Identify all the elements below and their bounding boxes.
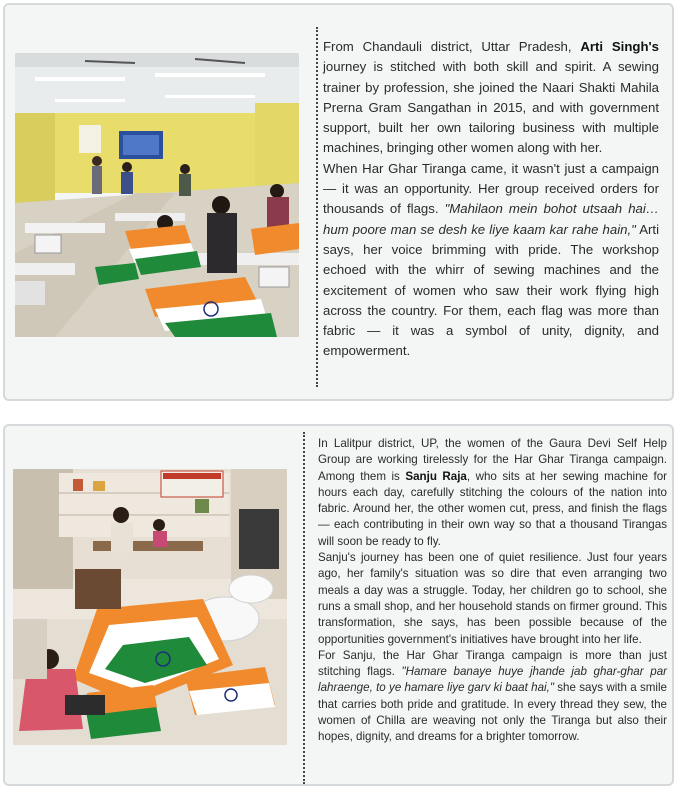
paragraph-text: Arti says, her voice brimming with pride. The workshop echoed with the whirr of sewing machines and the excitement of women who saw their work flying high across the country. For them, each flag was more than fabric — it was a symbol of unity, dignity, and empowerment.: [323, 221, 660, 359]
story-card-arti-singh: [3, 3, 674, 401]
sewing-workshop-image: [15, 53, 299, 337]
story-text: [318, 436, 667, 746]
women-stitching-flags-image: [13, 469, 287, 745]
paragraph-text: she says with a smile that carries both pride and gratitude. In every thread they sew, the women of Chilla are weaving not only the Tiranga but also their hopes, dignity, and dreams for a brighter tomorrow.: [318, 681, 667, 744]
paragraph-text: journey is stitched with both skill and spirit. A sewing trainer by profession, she joined the Naari Shakti Mahila Prerna Gram Sangathan in 2015, and with government support, built her own tailoring business with multiple machines, bringing other women along with her.: [323, 59, 659, 156]
workshop-photo: [15, 53, 299, 337]
quote: "Mahilaon mein bohot utsaah hai… hum poore man se desh ke liye kaam kar rahe hain,": [323, 201, 659, 237]
paragraph-text: , who sits at her sewing machine for hours each day, carefully stitching the colours of the nation into fabric. Around her, the other women cut, press, and finish the flags — each contributing in their own way so that a thousand Tirangas will soon be ready to fly.: [318, 469, 668, 548]
person-name: Arti Singh's: [580, 39, 659, 54]
dotted-divider: [316, 27, 318, 387]
story-paragraph: [318, 436, 667, 550]
paragraph-text: From Chandauli district, Uttar Pradesh,: [323, 39, 581, 54]
story-paragraph: [318, 648, 667, 746]
quote: "Hamare banaye huye jhande jab ghar-ghar par lahraenge, to ye hamare liye garv ki baat hai,": [318, 665, 667, 695]
paragraph-text: When Har Ghar Tiranga came, it wasn't just a campaign — it was an opportunity. Her group received orders for thousands of flags.: [323, 160, 659, 217]
story-card-sanju-raja: [3, 424, 674, 786]
person-name: Sanju Raja: [405, 469, 467, 483]
story-text: [323, 37, 659, 362]
shg-photo: [13, 469, 287, 745]
dotted-divider: [303, 432, 305, 784]
story-paragraph: [323, 37, 659, 159]
story-paragraph: Sanju's journey has been one of quiet resilience. Just four years ago, her family's situation was so dire that even arranging two meals a day was a struggle. Today, her children go to school, she runs a small shop, and her household stands on firmer ground. This transformation, she says, has been possible because of the opportunities government's initiatives have brought into her life.: [318, 551, 667, 646]
story-paragraph: [323, 159, 659, 362]
paragraph-text: For Sanju, the Har Ghar Tiranga campaign is more than just stitching flags.: [318, 648, 667, 679]
paragraph-text: In Lalitpur district, UP, the women of the Gaura Devi Self Help Group are working tirelessly for the Har Ghar Tiranga campaign. Among them is: [318, 437, 667, 483]
